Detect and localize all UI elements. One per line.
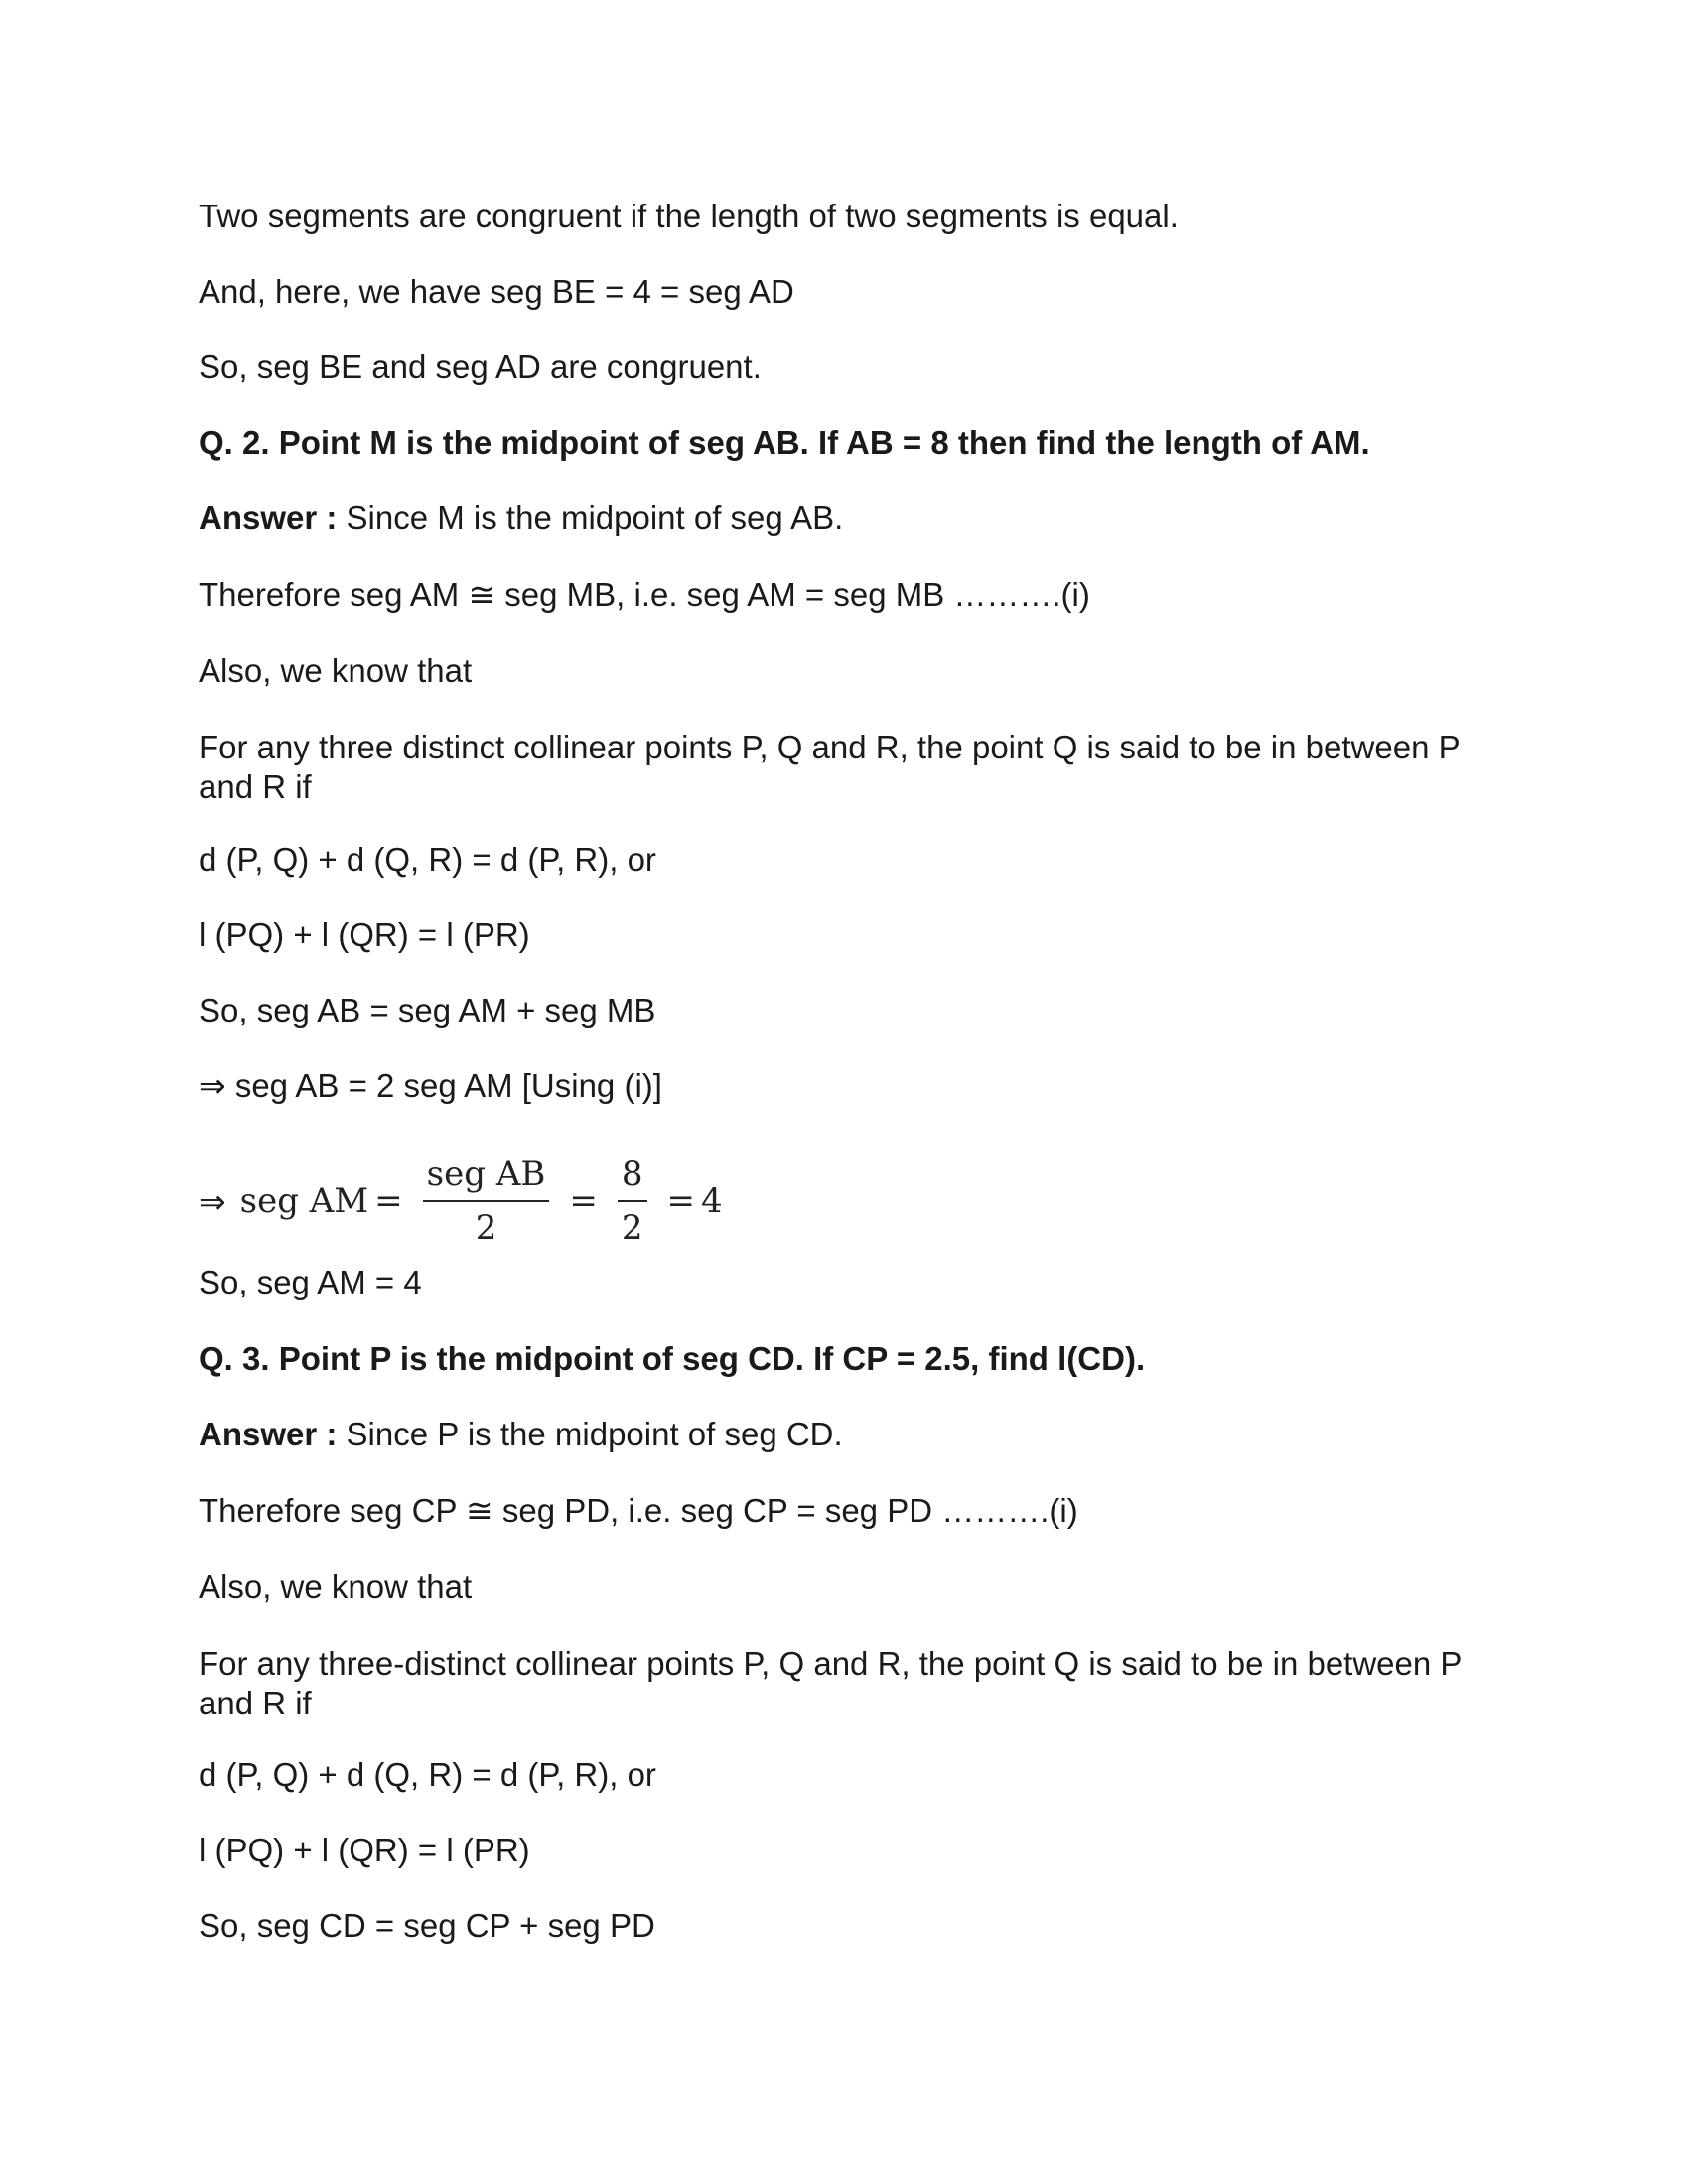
text-line: So, seg AB = seg AM + seg MB [199,992,656,1028]
fraction-seg-ab-over-2 [423,1155,550,1248]
equation-result: 4 [701,1181,723,1221]
equals-sign: = [666,1181,695,1221]
fraction-denominator: 2 [475,1208,497,1248]
text-line: Therefore seg CP ≅ seg PD, i.e. seg CP = seg PD ……….(i) [199,1492,1078,1529]
text-line: Also, we know that [199,652,473,689]
fraction-denominator: 2 [621,1208,643,1248]
fraction-8-over-2 [618,1155,647,1248]
fraction-numerator: seg AB [426,1155,546,1194]
text-line: So, seg CD = seg CP + seg PD [199,1907,655,1944]
text-line: Therefore seg AM ≅ seg MB, i.e. seg AM = seg MB ……….(i) [199,576,1090,613]
text-line: l (PQ) + l (QR) = l (PR) [199,1832,530,1868]
text-line: ⇒ seg AB = 2 seg AM [Using (i)] [199,1067,662,1104]
equation-lhs: seg AM [239,1181,369,1221]
text-line: Also, we know that [199,1569,473,1605]
answer-line [199,1415,843,1454]
answer-text: Since P is the midpoint of seg CD. [346,1416,843,1452]
question-heading: Q. 2. Point M is the midpoint of seg AB. If AB = 8 then find the length of AM. [199,424,1370,461]
implies-symbol: ⇒ [199,1182,226,1220]
math-equation [199,1147,723,1256]
text-line: Two segments are congruent if the length of two segments is equal. [199,198,1179,234]
text-line: So, seg AM = 4 [199,1264,422,1300]
equals-sign: = [374,1181,403,1221]
text-line: And, here, we have seg BE = 4 = seg AD [199,273,794,310]
text-line: For any three-distinct collinear points P, Q and R, the point Q is said to be in between P and R if [199,1645,1462,1721]
text-line: For any three distinct collinear points P, Q and R, the point Q is said to be in between P and R if [199,729,1461,805]
answer-label: Answer : [199,499,338,536]
answer-label: Answer : [199,1416,338,1452]
text-line: d (P, Q) + d (Q, R) = d (P, R), or [199,841,656,878]
answer-line [199,498,843,538]
answer-text: Since M is the midpoint of seg AB. [346,499,844,536]
text-line: l (PQ) + l (QR) = l (PR) [199,916,530,953]
text-line: d (P, Q) + d (Q, R) = d (P, R), or [199,1756,656,1793]
equals-sign: = [569,1181,598,1221]
fraction-numerator: 8 [621,1155,643,1194]
text-line: So, seg BE and seg AD are congruent. [199,348,762,385]
question-heading: Q. 3. Point P is the midpoint of seg CD. If CP = 2.5, find l(CD). [199,1340,1146,1377]
